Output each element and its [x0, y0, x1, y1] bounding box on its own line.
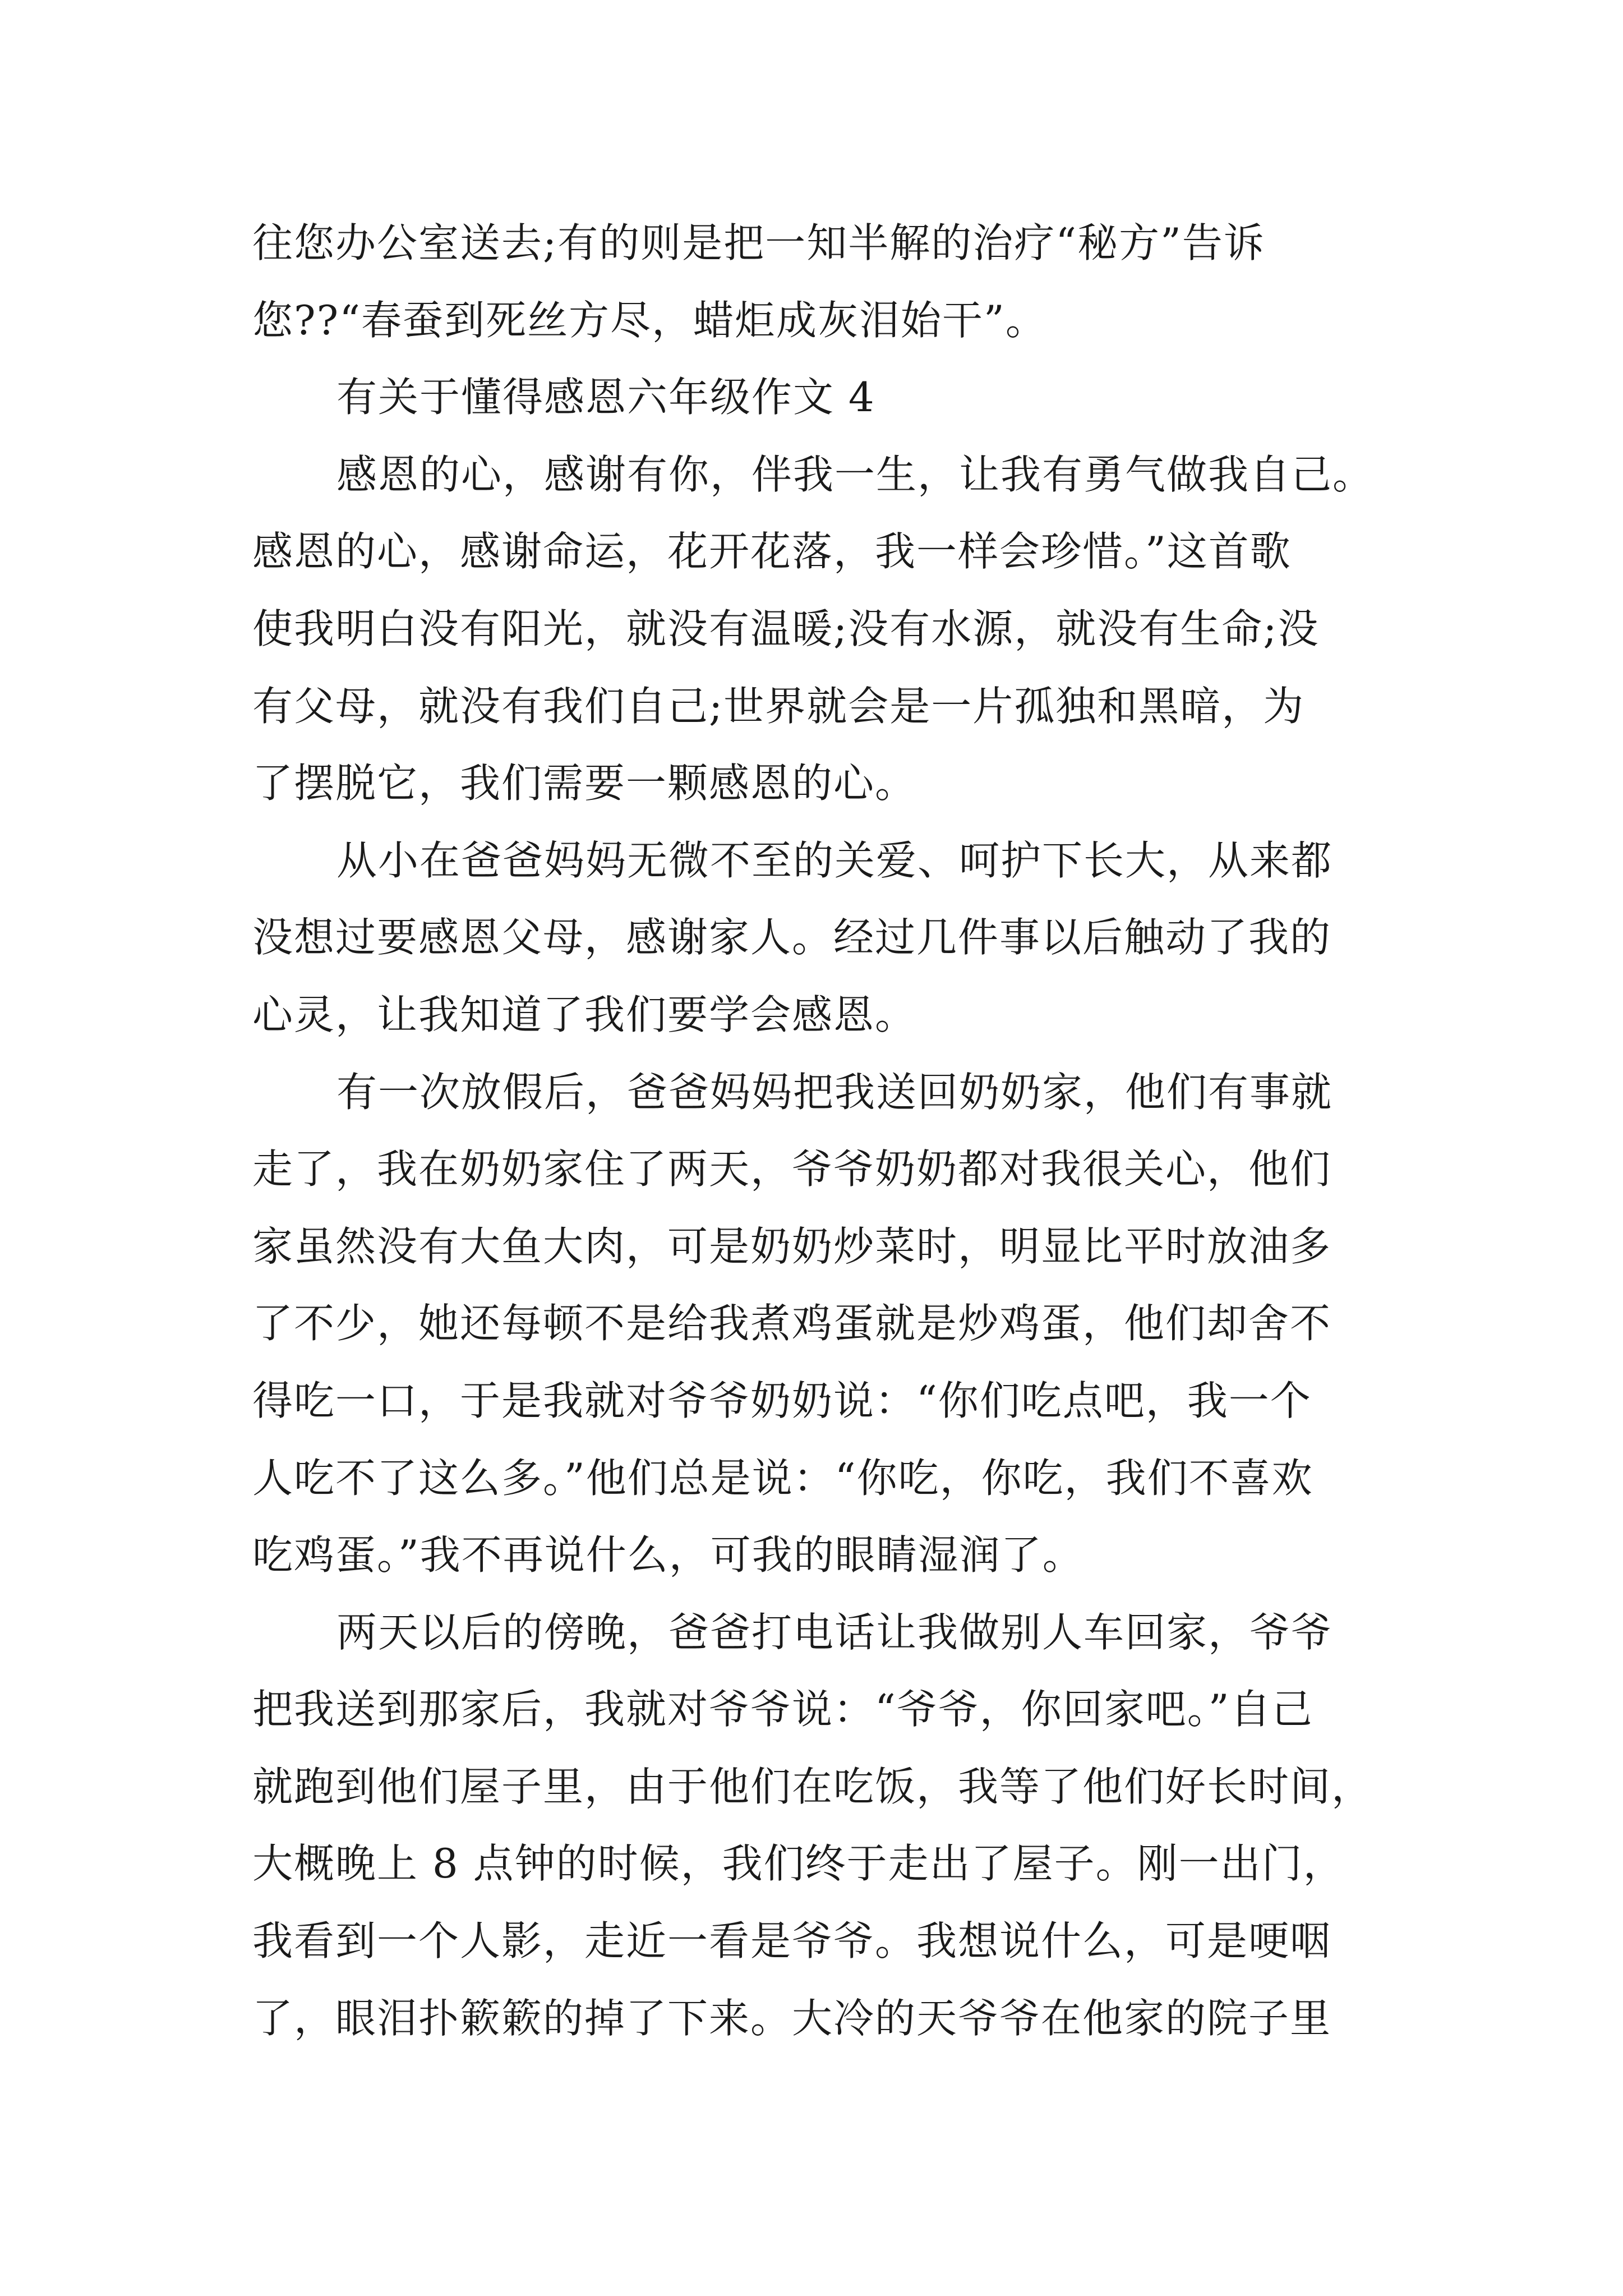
- text-line: 了不少，她还每顿不是给我煮鸡蛋就是炒鸡蛋，他们却舍不: [252, 1300, 1332, 1347]
- text-line: 把我送到那家后，我就对爷爷说：“爷爷，你回家吧。”自己: [252, 1686, 1313, 1733]
- text-line: 人吃不了这么多。”他们总是说：“你吃，你吃，我们不喜欢: [252, 1454, 1313, 1502]
- text-line: 我看到一个人影，走近一看是爷爷。我想说什么，可是哽咽: [252, 1917, 1332, 1965]
- text-line: 有父母，就没有我们自己;世界就会是一片孤独和黑暗，为: [252, 682, 1305, 730]
- text-line: 往您办公室送去;有的则是把一知半解的治疗“秘方”告诉: [252, 219, 1265, 266]
- text-line: 从小在爸爸妈妈无微不至的关爱、呵护下长大，从来都: [336, 836, 1333, 884]
- text-line: 感恩的心，感谢命运，花开花落，我一样会珍惜。”这首歌: [252, 528, 1292, 576]
- text-line: 心灵，让我知道了我们要学会感恩。: [252, 991, 917, 1038]
- text-line: 就跑到他们屋子里，由于他们在吃饭，我等了他们好长时间，: [252, 1763, 1373, 1810]
- text-line: 家虽然没有大鱼大肉，可是奶奶炒菜时，明显比平时放油多: [252, 1222, 1332, 1270]
- text-line: 您??“春蚕到死丝方尽，蜡炬成灰泪始干”。: [252, 296, 1047, 344]
- text-line: 有关于懂得感恩六年级作文 4: [336, 374, 875, 421]
- text-line: 了，眼泪扑簌簌的掉了下来。大冷的天爷爷在他家的院子里: [252, 1994, 1332, 2042]
- text-line: 得吃一口，于是我就对爷爷奶奶说：“你们吃点吧，我一个: [252, 1377, 1312, 1424]
- text-line: 有一次放假后，爸爸妈妈把我送回奶奶家，他们有事就: [336, 1068, 1333, 1116]
- text-line: 感恩的心，感谢有你，伴我一生，让我有勇气做我自己。: [336, 450, 1375, 498]
- text-line: 没想过要感恩父母，感谢家人。经过几件事以后触动了我的: [252, 914, 1332, 961]
- text-line: 走了，我在奶奶家住了两天，爷爷奶奶都对我很关心，他们: [252, 1145, 1332, 1193]
- document-body: [252, 205, 1402, 2057]
- text-line: 吃鸡蛋。”我不再说什么，可我的眼睛湿润了。: [252, 1531, 1084, 1579]
- text-line: 两天以后的傍晚，爸爸打电话让我做别人车回家，爷爷: [336, 1608, 1333, 1656]
- text-line: 大概晚上 8 点钟的时候，我们终于走出了屋子。刚一出门，: [252, 1840, 1345, 1888]
- text-line: 了摆脱它，我们需要一颗感恩的心。: [252, 760, 917, 807]
- text-line: 使我明白没有阳光，就没有温暖;没有水源，就没有生命;没: [252, 605, 1320, 652]
